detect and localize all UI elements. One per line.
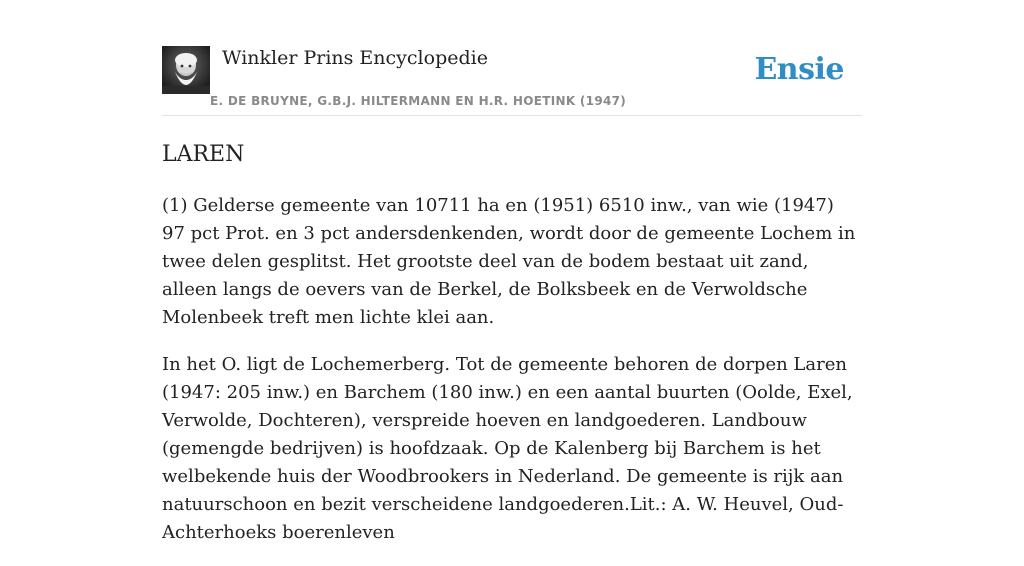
entry-title: LAREN: [162, 142, 245, 167]
entry-content: [162, 192, 862, 566]
entry-paragraph: In het O. ligt de Lochemerberg. Tot de gemeente behoren de dorpen Laren (1947: 205 inw.) en Barchem (180 inw.) en een aantal buurten (Oolde, Exel, Verwolde, Dochteren), verspreide hoeven en landgoederen. Landbouw (gemengde bedrijven) is hoofdzaak. Op de Kalenberg bij Barchem is het welbekende huis der Woodbrookers in Nederland. De gemeente is rijk aan natuurschoon en bezit verscheidene landgoederen.Lit.: A. W. Heuvel, Oud-Achterhoeks boerenleven: [162, 354, 853, 543]
source-header: [162, 46, 862, 116]
source-title[interactable]: Winkler Prins Encyclopedie: [222, 47, 488, 69]
ensie-logo-link[interactable]: Ensie: [754, 52, 844, 87]
source-authors: E. DE BRUYNE, G.B.J. HILTERMANN EN H.R. HOETINK (1947): [210, 94, 627, 108]
entry-paragraph: (1) Gelderse gemeente van 10711 ha en (1951) 6510 inw., van wie (1947) 97 pct Prot. en 3 pct andersdenkenden, wordt door de gemeente Lochem in twee delen gesplitst. Het grootste deel van de bodem bestaat uit zand, alleen langs de oevers van de Berkel, de Bolksbeek en de Verwoldsche Molenbeek treft men lichte klei aan.: [162, 195, 856, 328]
author-avatar[interactable]: [162, 46, 210, 94]
author-portrait-icon: [162, 46, 210, 94]
